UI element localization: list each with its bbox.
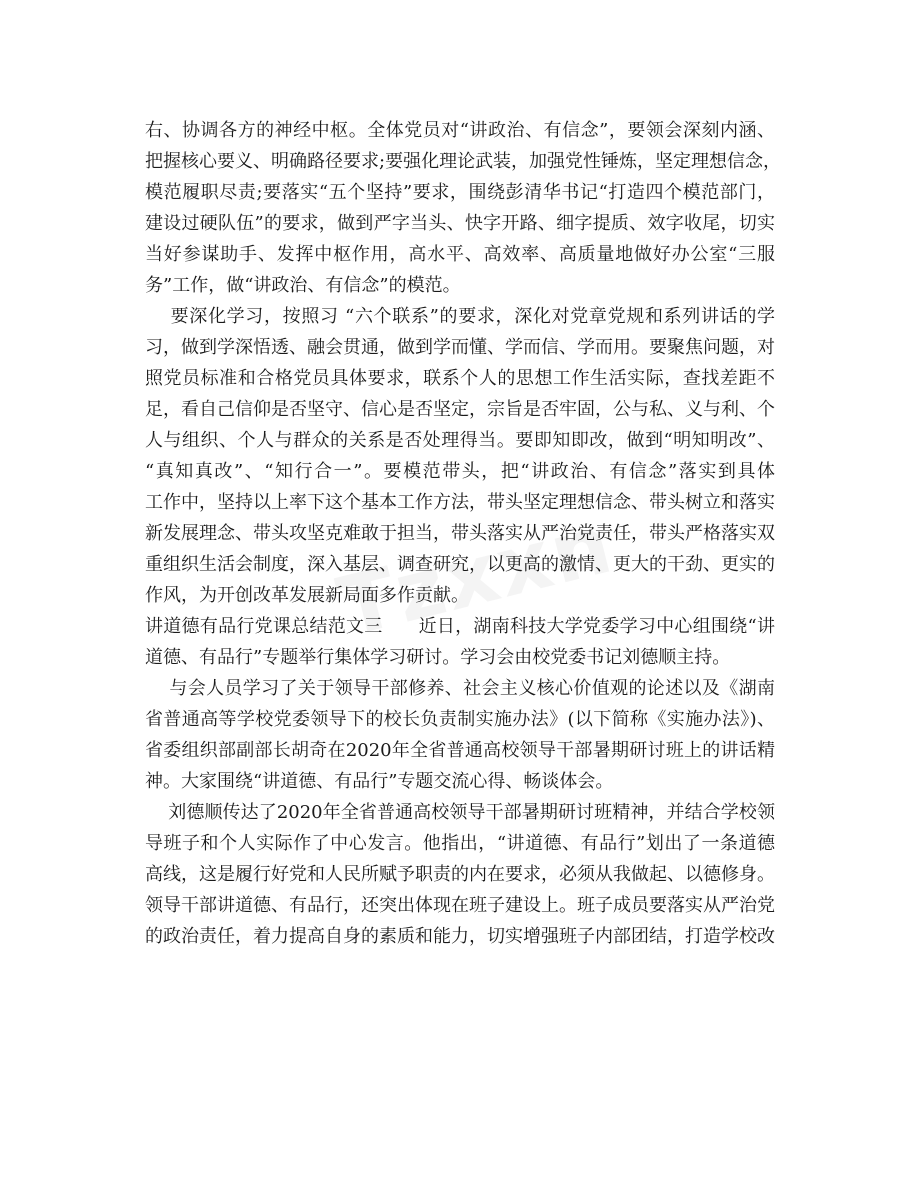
text-line: 作风，为开创改革发展新局面多作贡献。 xyxy=(145,585,469,606)
text-line: 要深化学习，按照习 “六个联系”的要求，深化对党章党规和系列讲话的学 xyxy=(145,306,775,327)
text-line: 工作中，坚持以上率下这个基本工作方法，带头坚定理想信念、带头树立和落实 xyxy=(145,492,775,513)
text-line: 足，看自己信仰是否坚守、信心是否坚定，宗旨是否牢固，公与私、义与利、个 xyxy=(145,399,775,420)
text-line: 道德、有品行”专题举行集体学习研讨。学习会由校党委书记刘德顺主持。 xyxy=(145,647,731,668)
text-line: 照党员标准和合格党员具体要求，联系个人的思想工作生活实际，查找差距不 xyxy=(145,368,775,389)
paragraph-1 xyxy=(145,115,782,301)
text-line: 导班子和个人实际作了中心发言。他指出，“讲道德、有品行”划出了一条道德 xyxy=(145,833,775,854)
text-line: 新发展理念、带头攻坚克难敢于担当，带头落实从严治党责任，带头严格落实双 xyxy=(145,523,775,544)
text-line: 神。大家围绕“讲道德、有品行”专题交流心得、畅谈体会。 xyxy=(145,771,614,792)
paragraph-3 xyxy=(145,611,775,673)
text-line: 讲道德有品行党课总结范文三 近日，湖南科技大学党委学习中心组围绕“讲 xyxy=(145,616,775,637)
paragraph-2 xyxy=(145,301,775,611)
text-line: 省委组织部副部长胡奇在2020年全省普通高校领导干部暑期研讨班上的讲话精 xyxy=(145,740,775,761)
text-line: 人与组织、个人与群众的关系是否处理得当。要即知即改，做到“明知明改”、 xyxy=(145,430,775,451)
text-line: 省普通高等学校党委领导下的校长负责制实施办法》(以下简称《实施办法》)、 xyxy=(145,709,775,730)
text-line: 建设过硬队伍”的要求，做到严字当头、快字开路、细字提质、效字收尾，切实 xyxy=(145,213,775,234)
text-line: 右、协调各方的神经中枢。全体党员对“讲政治、有信念”，要领会深刻内涵、 xyxy=(145,120,775,141)
text-line: 务”工作，做“讲政治、有信念”的模范。 xyxy=(145,275,461,296)
document-page xyxy=(145,115,782,952)
text-line: 当好参谋助手、发挥中枢作用，高水平、高效率、高质量地做好办公室“三服 xyxy=(145,244,775,265)
text-line: 高线，这是履行好党和人民所赋予职责的内在要求，必须从我做起、以德修身。 xyxy=(145,864,775,885)
paragraph-4 xyxy=(145,673,775,797)
text-line: “真知真改”、“知行合一”。要模范带头，把“讲政治、有信念”落实到具体 xyxy=(145,461,775,482)
text-line: 把握核心要义、明确路径要求;要强化理论武装，加强党性锤炼，坚定理想信念， xyxy=(145,151,782,172)
text-line: 领导干部讲道德、有品行，还突出体现在班子建设上。班子成员要落实从严治党 xyxy=(145,895,775,916)
text-line: 与会人员学习了关于领导干部修养、社会主义核心价值观的论述以及《湖南 xyxy=(145,678,775,699)
paragraph-5 xyxy=(145,797,775,952)
text-line: 模范履职尽责;要落实“五个坚持”要求，围绕彭清华书记“打造四个模范部门， xyxy=(145,182,775,203)
text-line: 的政治责任，着力提高自身的素质和能力，切实增强班子内部团结，打造学校改 xyxy=(145,926,775,947)
text-line: 刘德顺传达了2020年全省普通高校领导干部暑期研讨班精神，并结合学校领 xyxy=(145,802,775,823)
text-line: 习，做到学深悟透、融会贯通，做到学而懂、学而信、学而用。要聚焦问题，对 xyxy=(145,337,775,358)
text-line: 重组织生活会制度，深入基层、调查研究，以更高的激情、更大的干劲、更实的 xyxy=(145,554,775,575)
